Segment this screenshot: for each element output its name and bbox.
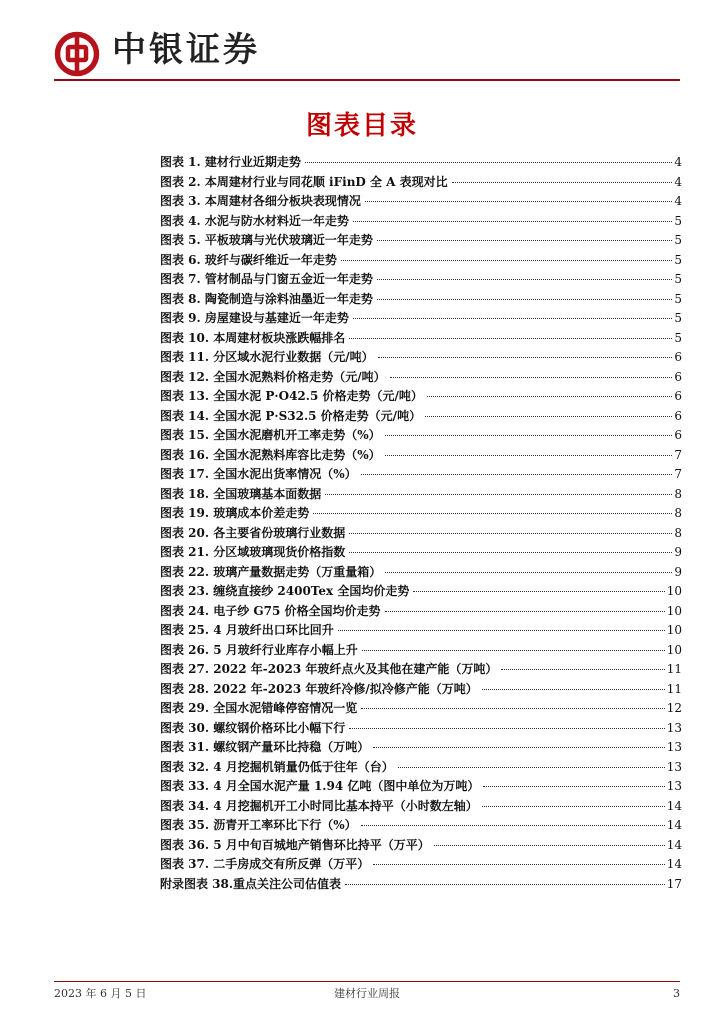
toc-entry-label: 图表 29. 全国水泥错峰停窑情况一览 — [160, 701, 358, 715]
toc-entry-page: 14 — [666, 798, 682, 813]
toc-entry-page: 8 — [674, 486, 682, 501]
toc-entry-label: 图表 37. 二手房成交有所反弹（万平） — [160, 857, 370, 871]
toc-dot-leader — [398, 767, 665, 768]
toc-dot-leader — [349, 552, 672, 553]
boc-logo-icon — [54, 31, 100, 77]
toc-entry-page: 13 — [666, 740, 682, 754]
toc-entry[interactable] — [160, 231, 682, 251]
toc-entry-label: 图表 28. 2022 年-2023 年玻纤冷修/拟冷修产能（万吨） — [160, 681, 478, 696]
page-header — [0, 0, 724, 80]
toc-entry-label: 图表 9. 房屋建设与基建近一年走势 — [160, 311, 349, 325]
toc-entry-page: 5 — [674, 252, 682, 267]
toc-entry-label: 图表 36. 5 月中旬百城地产销售环比持平（万平） — [160, 837, 430, 852]
toc-entry-page: 4 — [674, 155, 682, 169]
toc-entry[interactable] — [160, 621, 682, 641]
toc-list — [160, 153, 682, 894]
toc-entry[interactable] — [160, 270, 682, 290]
toc-dot-leader — [377, 240, 672, 241]
toc-dot-leader — [325, 494, 672, 495]
toc-entry[interactable] — [160, 348, 682, 368]
toc-entry[interactable] — [160, 251, 682, 271]
toc-entry-label: 图表 13. 全国水泥 P·O42.5 价格走势（元/吨） — [160, 389, 423, 403]
toc-entry-label: 图表 7. 管材制品与门窗五金近一年走势 — [160, 272, 373, 286]
toc-entry-page: 14 — [666, 818, 682, 832]
toc-entry-page: 17 — [666, 876, 682, 891]
toc-entry-page: 7 — [674, 447, 682, 462]
toc-entry-page: 5 — [674, 272, 682, 286]
toc-entry-label: 图表 32. 4 月挖掘机销量仍低于往年（台） — [160, 759, 394, 774]
toc-dot-leader — [305, 162, 672, 163]
toc-entry-label: 图表 27. 2022 年-2023 年玻纤点火及其他在建产能（万吨） — [160, 662, 498, 676]
toc-dot-leader — [373, 747, 664, 748]
toc-entry[interactable] — [160, 543, 682, 563]
toc-entry-label: 图表 30. 螺纹钢价格环比小幅下行 — [160, 720, 346, 735]
toc-entry[interactable] — [160, 660, 682, 680]
toc-entry-page: 11 — [666, 681, 682, 696]
toc-entry-page: 5 — [674, 291, 682, 306]
toc-dot-leader — [349, 338, 672, 339]
toc-entry[interactable] — [160, 758, 682, 778]
toc-entry-page: 14 — [666, 837, 682, 852]
toc-dot-leader — [413, 591, 664, 592]
toc-dot-leader — [353, 221, 672, 222]
page-footer — [54, 985, 680, 1003]
toc-dot-leader — [349, 533, 672, 534]
toc-entry[interactable] — [160, 212, 682, 232]
toc-entry[interactable] — [160, 641, 682, 661]
toc-dot-leader — [385, 611, 665, 612]
toc-entry[interactable] — [160, 719, 682, 739]
toc-entry-label: 图表 3. 本周建材各细分板块表现情况 — [160, 194, 361, 208]
toc-dot-leader — [452, 182, 673, 183]
toc-dot-leader — [427, 396, 673, 397]
toc-entry-page: 9 — [674, 564, 682, 579]
toc-entry-label: 图表 34. 4 月挖掘机开工小时同比基本持平（小时数左轴） — [160, 798, 478, 813]
toc-entry-label: 图表 15. 全国水泥磨机开工率走势（%） — [160, 428, 381, 442]
toc-dot-leader — [377, 279, 672, 280]
toc-entry-label: 图表 17. 全国水泥出货率情况（%） — [160, 467, 357, 481]
toc-dot-leader — [353, 318, 672, 319]
toc-entry[interactable] — [160, 426, 682, 446]
toc-entry-label: 图表 10. 本周建材板块涨跌幅排名 — [160, 330, 346, 345]
toc-entry-label: 图表 23. 缠绕直接纱 2400Tex 全国均价走势 — [160, 584, 410, 598]
toc-entry-page: 6 — [674, 428, 682, 442]
toc-entry-page: 4 — [674, 174, 682, 189]
toc-dot-leader — [482, 806, 665, 807]
toc-entry-label: 图表 4. 水泥与防水材料近一年走势 — [160, 213, 349, 228]
footer-report-type: 建材行业周报 — [334, 987, 400, 1000]
toc-entry-page: 5 — [674, 311, 682, 325]
toc-dot-leader — [385, 435, 673, 436]
toc-entry[interactable] — [160, 602, 682, 622]
toc-dot-leader — [365, 201, 672, 202]
toc-entry-label: 图表 19. 玻璃成本价差走势 — [160, 506, 310, 520]
toc-entry[interactable] — [160, 153, 682, 173]
toc-entry[interactable] — [160, 797, 682, 817]
toc-dot-leader — [341, 260, 672, 261]
toc-entry[interactable] — [160, 524, 682, 544]
toc-entry-page: 11 — [666, 662, 682, 676]
toc-dot-leader — [377, 299, 672, 300]
toc-entry-label: 图表 21. 分区域玻璃现货价格指数 — [160, 545, 346, 559]
toc-dot-leader — [385, 572, 672, 573]
toc-entry-label: 图表 1. 建材行业近期走势 — [160, 155, 301, 169]
toc-entry-label: 图表 11. 分区域水泥行业数据（元/吨） — [160, 350, 374, 364]
toc-entry-label: 图表 6. 玻纤与碳纤维近一年走势 — [160, 252, 337, 267]
header-divider — [54, 79, 680, 81]
toc-dot-leader — [425, 416, 672, 417]
toc-entry[interactable] — [160, 290, 682, 310]
toc-entry-page: 12 — [666, 701, 682, 715]
toc-entry-page: 10 — [666, 623, 682, 637]
toc-entry[interactable] — [160, 368, 682, 388]
toc-entry-page: 6 — [674, 350, 682, 364]
toc-entry-page: 5 — [674, 233, 682, 247]
toc-entry-label: 图表 5. 平板玻璃与光伏玻璃近一年走势 — [160, 233, 373, 247]
toc-entry-label: 图表 22. 玻璃产量数据走势（万重量箱） — [160, 564, 382, 579]
toc-entry[interactable] — [160, 699, 682, 719]
toc-entry-page: 5 — [674, 213, 682, 228]
toc-entry[interactable] — [160, 582, 682, 602]
toc-entry-page: 10 — [666, 642, 682, 657]
toc-entry[interactable] — [160, 407, 682, 427]
toc-entry[interactable] — [160, 504, 682, 524]
toc-entry-page: 13 — [666, 759, 682, 774]
toc-dot-leader — [345, 884, 665, 885]
toc-dot-leader — [373, 864, 664, 865]
toc-entry-label: 图表 24. 电子纱 G75 价格全国均价走势 — [160, 603, 381, 618]
toc-entry-page: 13 — [666, 720, 682, 735]
toc-dot-leader — [482, 689, 665, 690]
toc-dot-leader — [385, 455, 673, 456]
toc-dot-leader — [378, 357, 673, 358]
toc-dot-leader — [349, 728, 664, 729]
toc-entry-label: 图表 35. 沥青开工率环比下行（%） — [160, 818, 357, 832]
toc-entry-label: 附录图表 38.重点关注公司估值表 — [160, 876, 342, 891]
footer-divider — [54, 981, 680, 982]
toc-entry-label: 图表 2. 本周建材行业与同花顺 iFinD 全 A 表现对比 — [160, 174, 448, 189]
toc-entry-label: 图表 18. 全国玻璃基本面数据 — [160, 486, 322, 501]
toc-dot-leader — [361, 474, 673, 475]
toc-dot-leader — [390, 377, 673, 378]
toc-entry-page: 4 — [674, 194, 682, 208]
footer-date: 2023 年 6 月 5 日 — [54, 987, 147, 1000]
toc-title: 图表目录 — [305, 111, 418, 141]
toc-entry-label: 图表 12. 全国水泥熟料价格走势（元/吨） — [160, 369, 386, 384]
toc-entry-label: 图表 33. 4 月全国水泥产量 1.94 亿吨（图中单位为万吨） — [160, 779, 480, 793]
toc-entry-page: 13 — [666, 779, 682, 793]
toc-entry-label: 图表 8. 陶瓷制造与涂料油墨近一年走势 — [160, 291, 373, 306]
toc-entry-page: 7 — [674, 467, 682, 481]
brand-name: 中银证券 — [112, 30, 260, 70]
toc-entry[interactable] — [160, 680, 682, 700]
toc-entry[interactable] — [160, 329, 682, 349]
toc-dot-leader — [361, 825, 665, 826]
toc-entry-label: 图表 20. 各主要省份玻璃行业数据 — [160, 525, 346, 540]
toc-entry[interactable] — [160, 738, 682, 758]
toc-entry-label: 图表 26. 5 月玻纤行业库存小幅上升 — [160, 642, 358, 657]
toc-entry[interactable] — [160, 387, 682, 407]
toc-entry-page: 5 — [674, 330, 682, 345]
toc-dot-leader — [362, 650, 665, 651]
toc-dot-leader — [483, 786, 664, 787]
toc-entry[interactable] — [160, 485, 682, 505]
toc-entry[interactable] — [160, 875, 682, 895]
toc-entry[interactable] — [160, 309, 682, 329]
toc-entry[interactable] — [160, 446, 682, 466]
toc-entry-label: 图表 14. 全国水泥 P·S32.5 价格走势（元/吨） — [160, 408, 422, 423]
toc-entry-page: 8 — [674, 506, 682, 520]
toc-entry[interactable] — [160, 173, 682, 193]
toc-entry-page: 6 — [674, 369, 682, 384]
toc-entry-label: 图表 31. 螺纹钢产量环比持稳（万吨） — [160, 740, 370, 754]
footer-page-number: 3 — [673, 987, 680, 1000]
toc-entry[interactable] — [160, 777, 682, 797]
toc-entry[interactable] — [160, 836, 682, 856]
toc-entry-page: 9 — [674, 545, 682, 559]
toc-entry-label: 图表 16. 全国水泥熟料库容比走势（%） — [160, 447, 381, 462]
toc-dot-leader — [501, 669, 664, 670]
toc-entry[interactable] — [160, 816, 682, 836]
toc-entry[interactable] — [160, 563, 682, 583]
toc-dot-leader — [434, 845, 665, 846]
toc-dot-leader — [338, 630, 665, 631]
toc-entry[interactable] — [160, 855, 682, 875]
toc-entry-page: 10 — [666, 584, 682, 598]
toc-entry-page: 8 — [674, 525, 682, 540]
toc-entry-page: 14 — [666, 857, 682, 871]
toc-entry-label: 图表 25. 4 月玻纤出口环比回升 — [160, 623, 334, 637]
toc-entry[interactable] — [160, 465, 682, 485]
toc-dot-leader — [313, 513, 672, 514]
toc-entry-page: 10 — [666, 603, 682, 618]
toc-entry-page: 6 — [674, 389, 682, 403]
toc-entry-page: 6 — [674, 408, 682, 423]
toc-entry[interactable] — [160, 192, 682, 212]
toc-dot-leader — [361, 708, 664, 709]
